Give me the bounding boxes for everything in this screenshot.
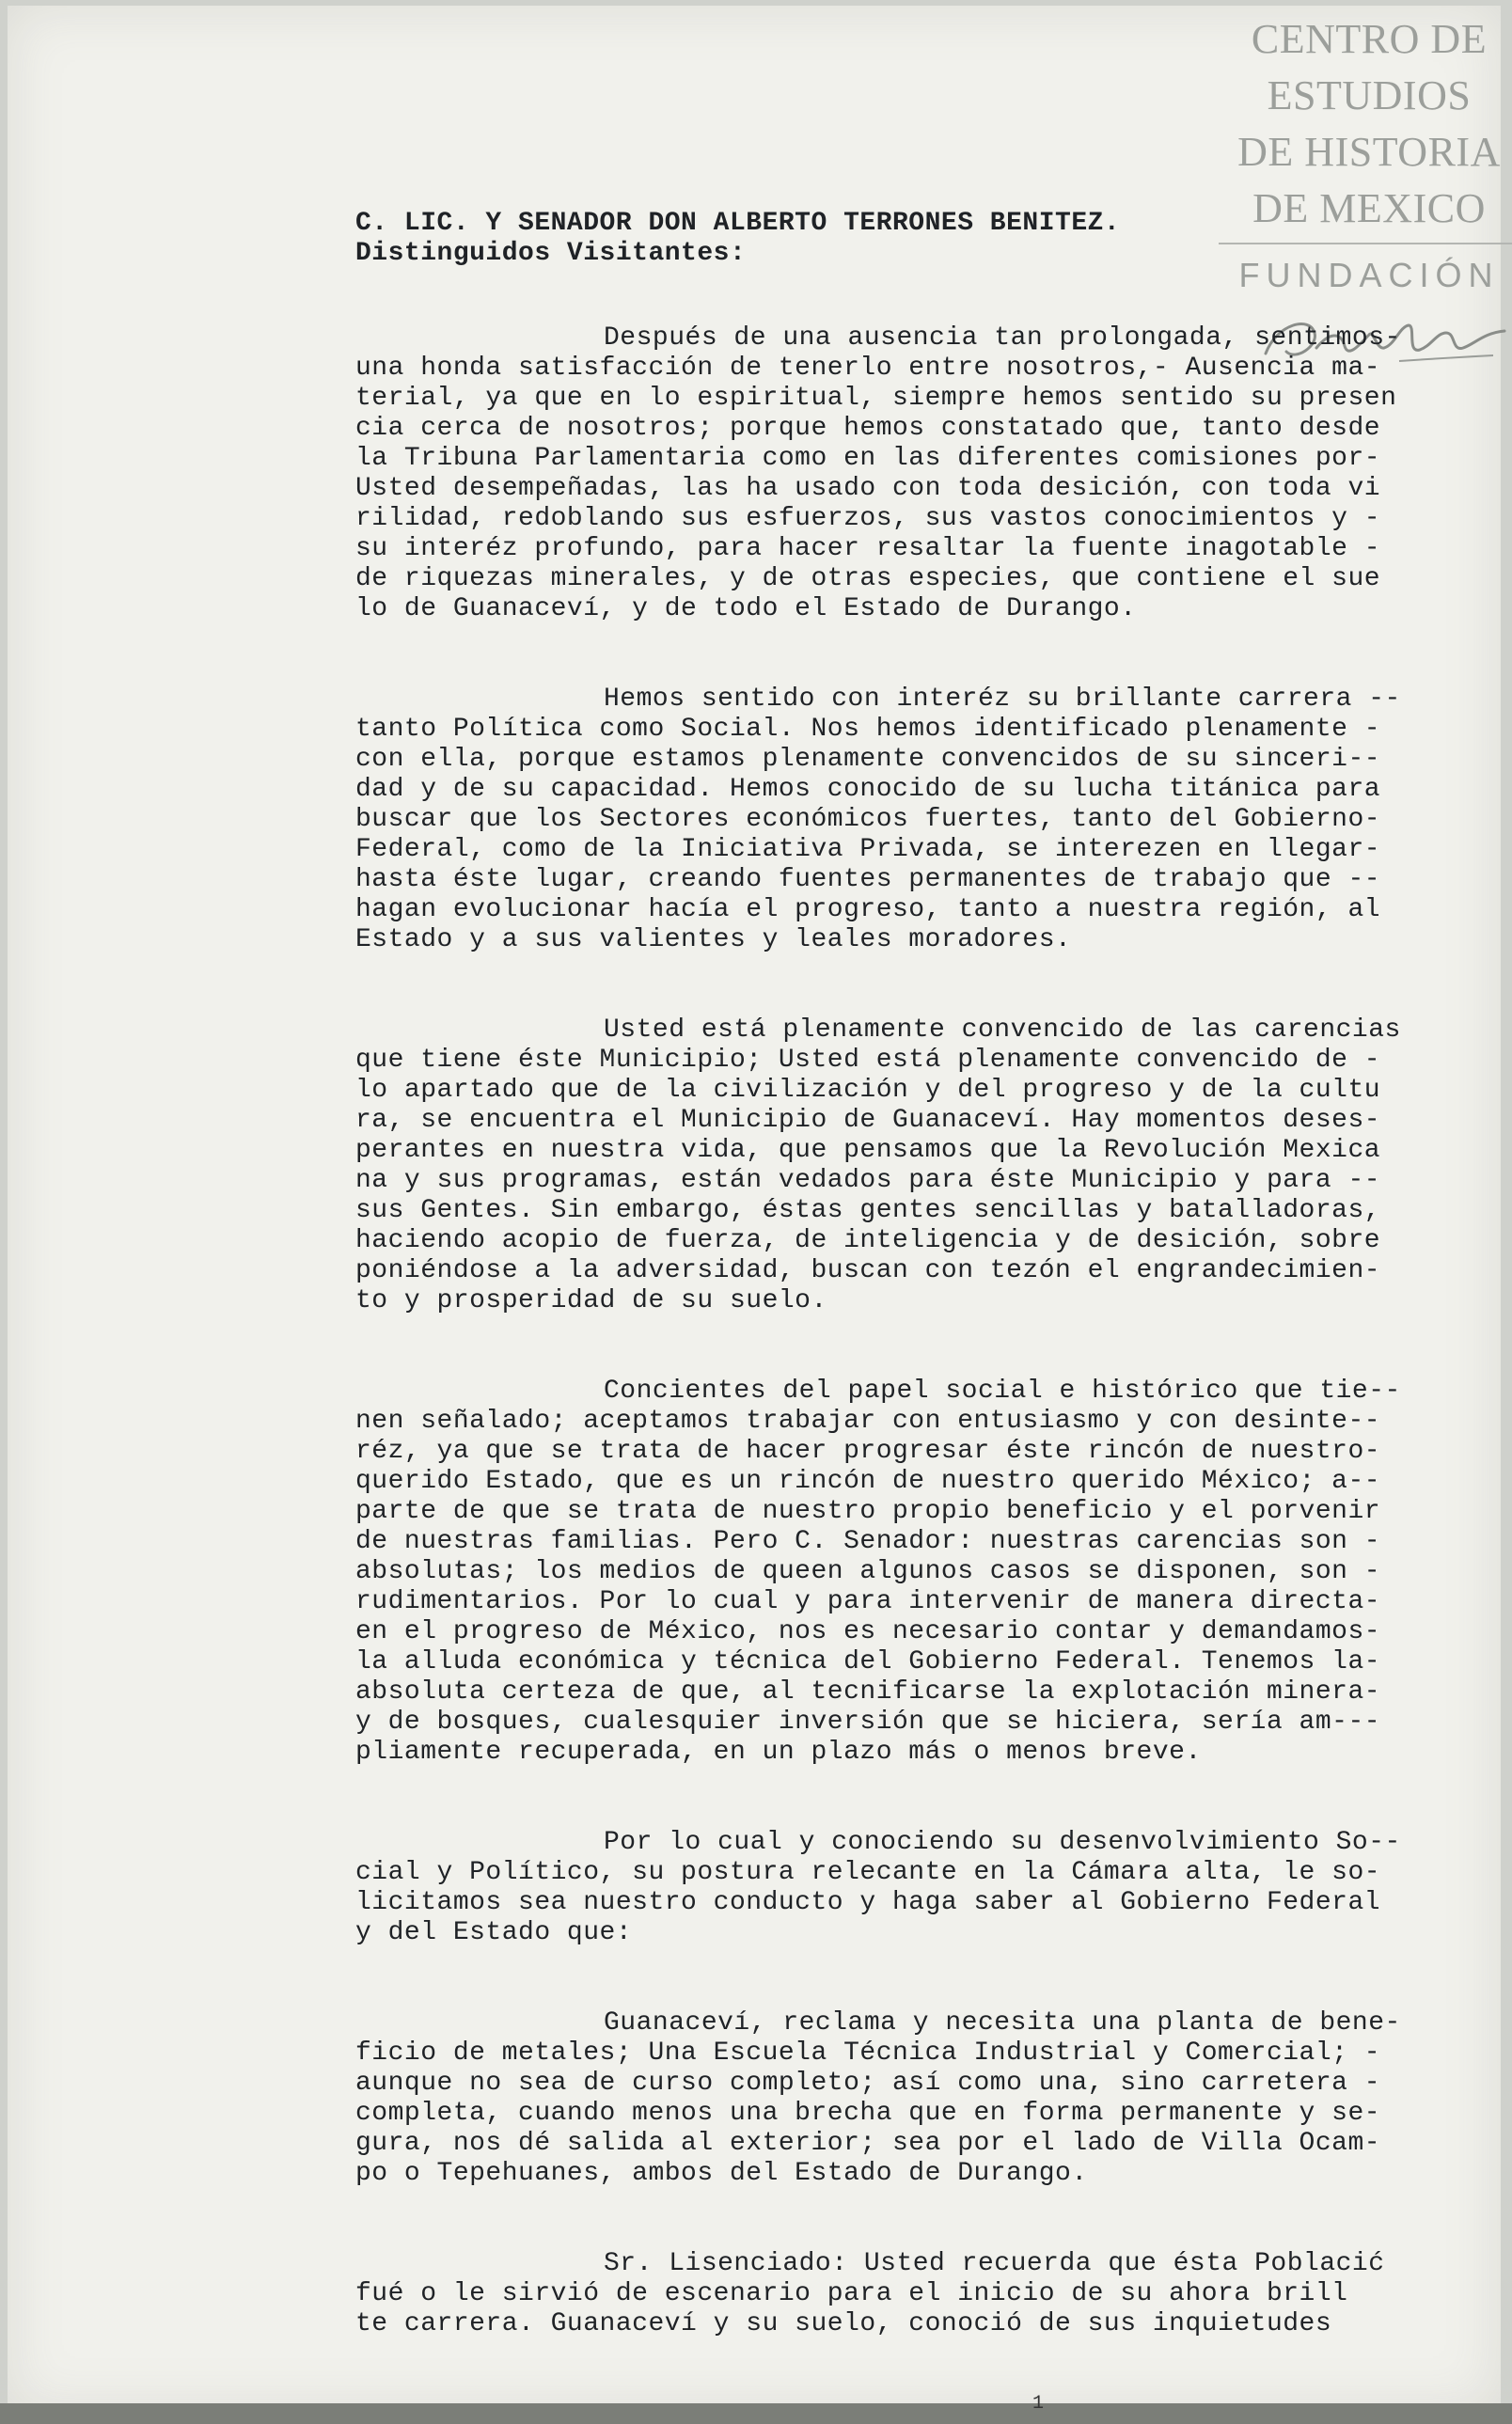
paragraph-line: aunque no sea de curso completo; así como una, sino carretera - [355, 2069, 1381, 2098]
paragraph-line: y del Estado que: [355, 1918, 633, 1947]
paragraph-line: parte de que se trata de nuestro propio beneficio y el porvenir [355, 1497, 1381, 1526]
paragraph [355, 2249, 1498, 2339]
paragraph-line: Usted está plenamente convencido de las carencias [604, 1015, 1401, 1045]
paragraph-line: na y sus programas, están vedados para éste Municipio y para -- [355, 1166, 1381, 1195]
paragraph-line: Usted desempeñadas, las ha usado con toda desición, con toda vi [355, 474, 1381, 503]
salutation-greeting: Distinguidos Visitantes: [355, 239, 747, 268]
paragraph-line: cial y Político, su postura relecante en la Cámara alta, le so- [355, 1858, 1381, 1887]
paragraph-line: Después de una ausencia tan prolongada, sentimos- [604, 323, 1401, 353]
page-mark: 1 [1032, 2393, 1045, 2415]
paragraph-line: poniéndose a la adversidad, buscan con tezón el engrandecimien- [355, 1256, 1381, 1285]
paragraph-line: Estado y a sus valientes y leales moradores. [355, 925, 1072, 954]
paragraph-line: sus Gentes. Sin embargo, éstas gentes sencillas y batalladoras, [355, 1196, 1381, 1225]
paragraph-line: Hemos sentido con interéz su brillante carrera -- [604, 685, 1401, 714]
paragraph-line: la alluda económica y técnica del Gobierno Federal. Tenemos la- [355, 1647, 1381, 1676]
paragraph-line: lo apartado que de la civilización y del progreso y de la cultu [355, 1076, 1381, 1105]
paragraph-line: fué o le sirvió de escenario para el inicio de su ahora brill [355, 2279, 1348, 2308]
watermark-line: CENTRO DE [1251, 16, 1488, 62]
paragraph-line: rilidad, redoblando sus esfuerzos, sus vastos conocimientos y - [355, 504, 1381, 533]
paragraph-line: te carrera. Guanaceví y su suelo, conoció de sus inquietudes [355, 2309, 1332, 2338]
paragraph [355, 1828, 1498, 1948]
paragraph [355, 323, 1498, 624]
paragraph-line: ra, se encuentra el Municipio de Guanaceví. Hay momentos deses- [355, 1106, 1381, 1135]
paragraph-line: en el progreso de México, nos es necesario contar y demandamos- [355, 1617, 1381, 1646]
paragraph-line: y de bosques, cualesquier inversión que se hiciera, sería am--- [355, 1708, 1381, 1737]
paragraph [355, 1015, 1498, 1316]
paragraph-line: querido Estado, que es un rincón de nuestro querido México; a-- [355, 1467, 1381, 1496]
paragraph-line: de riquezas minerales, y de otras especies, que contiene el sue [355, 564, 1381, 593]
paragraph-line: Guanaceví, reclama y necesita una planta de bene- [604, 2008, 1401, 2038]
paragraph-line: ficio de metales; Una Escuela Técnica Industrial y Comercial; - [355, 2038, 1381, 2068]
paragraph-line: Sr. Lisenciado: Usted recuerda que ésta Poblacić [604, 2249, 1385, 2278]
watermark-line: DE MEXICO [1252, 185, 1486, 231]
paragraph-line: Concientes del papel social e histórico que tie-- [604, 1377, 1401, 1406]
paragraph-line: absolutas; los medios de queen algunos casos se disponen, son - [355, 1557, 1381, 1586]
letter-body [355, 209, 1498, 2400]
paragraph-line: de nuestras familias. Pero C. Senador: nuestras carencias son - [355, 1527, 1381, 1556]
paragraph-line: Por lo cual y conociendo su desenvolvimiento So-- [604, 1828, 1401, 1857]
watermark-line: DE HISTORIA [1237, 129, 1501, 175]
paragraph-line: po o Tepehuanes, ambos del Estado de Durango. [355, 2159, 1088, 2188]
paragraph-line: perantes en nuestra vida, que pensamos que la Revolución Mexica [355, 1136, 1381, 1165]
paragraph-line: su interéz profundo, para hacer resaltar la fuente inagotable - [355, 534, 1381, 563]
paragraph-line: una honda satisfacción de tenerlo entre nosotros,- Ausencia ma- [355, 354, 1381, 383]
paragraph-line: lo de Guanaceví, y de todo el Estado de Durango. [355, 594, 1137, 623]
paragraph [355, 2008, 1498, 2189]
paragraph-line: hasta éste lugar, creando fuentes permanentes de trabajo que -- [355, 865, 1381, 894]
scan-bottom-edge [0, 2403, 1512, 2424]
paragraph-line: gura, nos dé salida al exterior; sea por el lado de Villa Ocam- [355, 2129, 1381, 2158]
paragraph [355, 685, 1498, 955]
paragraph-line: réz, ya que se trata de hacer progresar éste rincón de nuestro- [355, 1437, 1381, 1466]
paragraph-line: que tiene éste Municipio; Usted está plenamente convencido de - [355, 1046, 1381, 1075]
paragraph-line: Federal, como de la Iniciativa Privada, se interezen en llegar- [355, 835, 1381, 864]
paragraph-line: buscar que los Sectores económicos fuertes, tanto del Gobierno- [355, 805, 1381, 834]
watermark-foundation: FUNDACIÓN [1219, 243, 1512, 295]
paragraph-line: con ella, porque estamos plenamente convencidos de su sinceri-- [355, 745, 1381, 774]
watermark-line: ESTUDIOS [1267, 72, 1472, 118]
paragraph-line: pliamente recuperada, en un plazo más o menos breve. [355, 1738, 1202, 1767]
paragraph [355, 1377, 1498, 1768]
paragraph-line: terial, ya que en lo espiritual, siempre hemos sentido su presen [355, 384, 1397, 413]
paragraph-line: hagan evolucionar hacía el progreso, tanto a nuestra región, al [355, 895, 1381, 924]
paragraph-line: rudimentarios. Por lo cual y para intervenir de manera directa- [355, 1587, 1381, 1616]
paragraph-line: haciendo acopio de fuerza, de inteligencia y de desición, sobre [355, 1226, 1381, 1255]
paragraph-line: la Tribuna Parlamentaria como en las diferentes comisiones por- [355, 444, 1381, 473]
paragraph-line: dad y de su capacidad. Hemos conocido de su lucha titánica para [355, 775, 1381, 804]
paragraph-line: absoluta certeza de que, al tecnificarse la explotación minera- [355, 1677, 1381, 1707]
paragraph-line: tanto Política como Social. Nos hemos identificado plenamente - [355, 715, 1381, 744]
salutation-addressee: C. LIC. Y SENADOR DON ALBERTO TERRONES BENITEZ. [355, 209, 1121, 238]
paragraph-line: nen señalado; aceptamos trabajar con entusiasmo y con desinte-- [355, 1407, 1381, 1436]
paragraph-line: licitamos sea nuestro conducto y haga saber al Gobierno Federal [355, 1888, 1381, 1917]
paragraph-line: completa, cuando menos una brecha que en forma permanente y se- [355, 2099, 1381, 2128]
letter-paragraphs [355, 323, 1498, 2339]
paragraph-line: cia cerca de nosotros; porque hemos constatado que, tanto desde [355, 414, 1381, 443]
paragraph-line: to y prosperidad de su suelo. [355, 1286, 827, 1315]
